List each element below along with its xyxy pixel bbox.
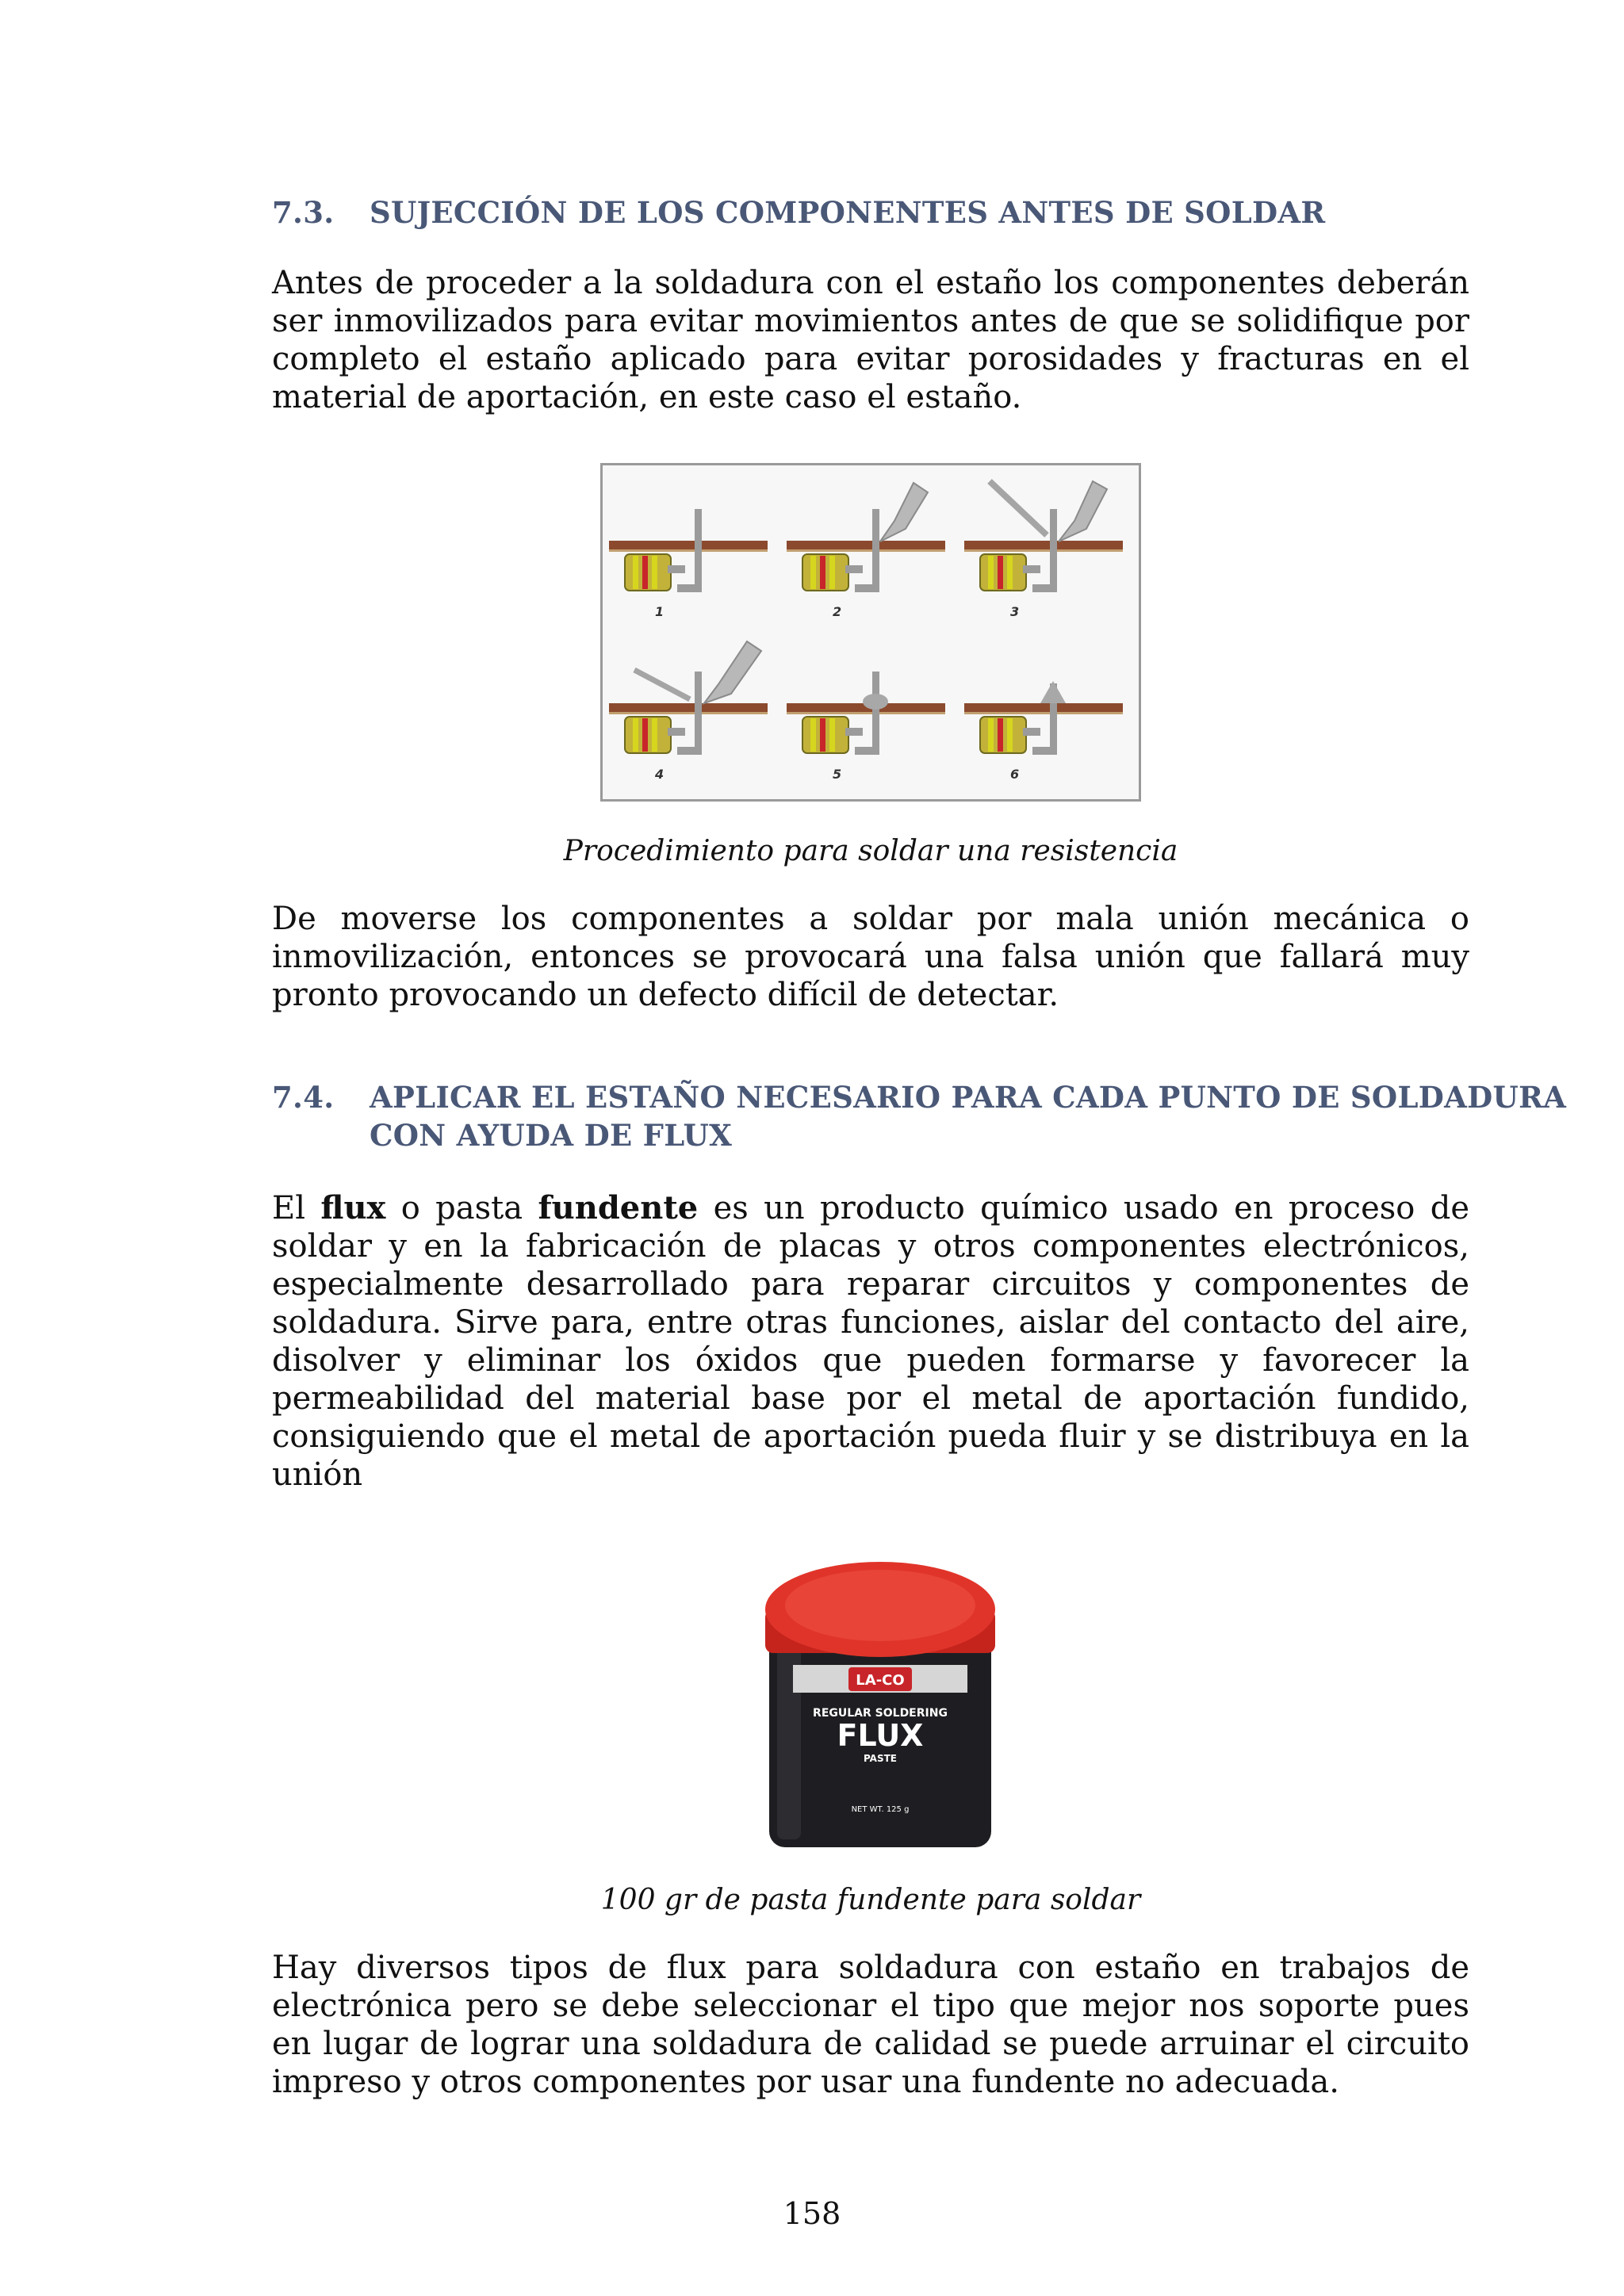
step-5-illustration (787, 672, 945, 755)
section-title: SUJECCIÓN DE LOS COMPONENTES ANTES DE SOLDAR (370, 195, 1326, 230)
step-3-illustration (964, 481, 1123, 592)
bold-term-flux: flux (320, 1189, 386, 1226)
step-6-illustration (964, 681, 1123, 755)
section-number: 7.4. (272, 1080, 335, 1115)
figure-1-caption: Procedimiento para soldar una resistencia (563, 835, 1178, 867)
section-title: APLICAR EL ESTAÑO NECESARIO PARA CADA PUNTO DE SOLDADURA CON AYUDA DE FLUX (370, 1080, 1567, 1153)
step-1-illustration (609, 509, 768, 592)
bold-term-fundente: fundente (538, 1189, 699, 1226)
paragraph-false-joint: De moverse los componentes a soldar por mala unión mecánica o inmovilización, entonces se provocará una falsa unión que fallará muy pronto provocando un defecto difícil de detectar. (272, 901, 1469, 1013)
paragraph-flux: El flux o pasta fundente es un producto químico usado en proceso de soldar y en la fabricación de placas y otros componentes electrónicos, especialmente desarrollado para reparar circuitos y componentes de soldadura. Sirve para, entre otras funciones, aislar del contacto del aire, disolver y eliminar los óxidos que pueden formarse y favorecer la permeabilidad del material base por el metal de aportación fundido, consiguiendo que el metal de aportación pueda fluir y se distribuya en la unión (272, 1189, 1469, 1493)
flux-jar-illustration (761, 1538, 999, 1855)
soldering-steps-illustration (603, 465, 1139, 799)
svg-text:NET WT. 125 g: NET WT. 125 g (851, 1805, 910, 1814)
svg-text:FLUX: FLUX (837, 1718, 924, 1753)
figure-2-caption: 100 gr de pasta fundente para soldar (600, 1884, 1141, 1916)
svg-text:PASTE: PASTE (863, 1753, 898, 1764)
step-2-illustration (787, 483, 945, 592)
step-label-3: 3 (1010, 604, 1020, 619)
step-4-illustration (609, 641, 768, 755)
flux-jar-photo (761, 1538, 999, 1855)
step-label-4: 4 (655, 767, 665, 782)
section-number: 7.3. (272, 195, 335, 230)
paragraph-intro: Antes de proceder a la soldadura con el estaño los componentes deberán ser inmovilizados para evitar movimientos antes de que se solidifique por completo el estaño aplicado para evitar porosidades y fracturas en el material de aportación, en este caso el estaño. (272, 265, 1469, 415)
svg-text:REGULAR SOLDERING: REGULAR SOLDERING (813, 1707, 948, 1720)
step-label-2: 2 (833, 604, 842, 619)
paragraph-flux-types: Hay diversos tipos de flux para soldadura con estaño en trabajos de electrónica pero se debe seleccionar el tipo que mejor nos soporte pues en lugar de lograr una soldadura de calidad se puede arruinar el circuito impreso y otros componentes por usar una fundente no adecuada. (272, 1950, 1469, 2100)
step-label-6: 6 (1010, 767, 1020, 782)
soldering-steps-figure (600, 463, 1141, 802)
step-label-5: 5 (833, 767, 842, 782)
page-number: 158 (783, 2196, 841, 2231)
brand-logo: LA-CO (856, 1672, 905, 1689)
step-label-1: 1 (655, 604, 665, 619)
